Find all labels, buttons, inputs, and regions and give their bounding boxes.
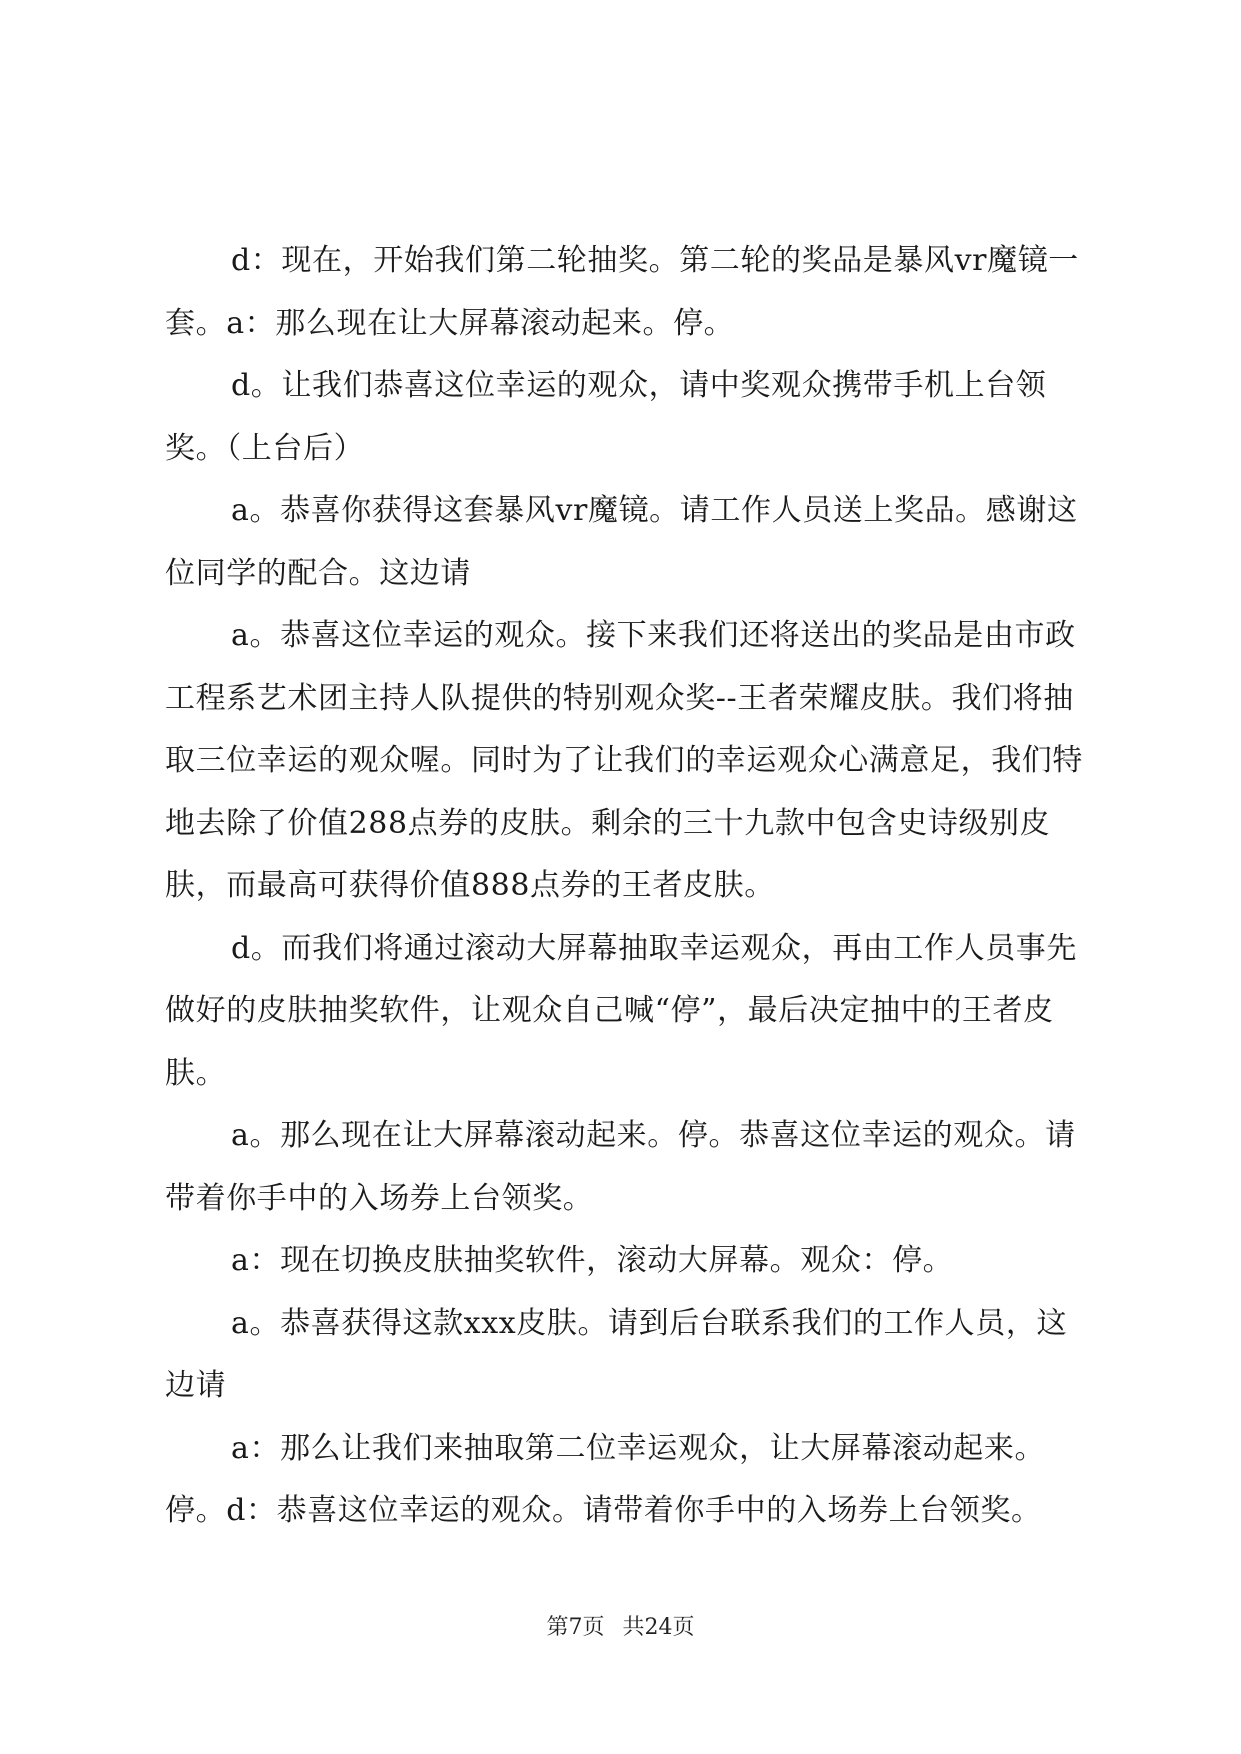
paragraph: a。那么现在让大屏幕滚动起来。停。恭喜这位幸运的观众。请带着你手中的入场券上台领奖。 (165, 1118, 1076, 1216)
paragraph: d。而我们将通过滚动大屏幕抽取幸运观众，再由工作人员事先做好的皮肤抽奖软件，让观众自己喊“停”，最后决定抽中的王者皮肤。 (165, 930, 1078, 1091)
paragraph: d。让我们恭喜这位幸运的观众，请中奖观众携带手机上台领奖。（上台后） (165, 368, 1047, 466)
document-body (165, 230, 1085, 1543)
paragraph: a。恭喜你获得这套暴风vr魔镜。请工作人员送上奖品。感谢这位同学的配合。这边请 (165, 493, 1078, 591)
paragraph: a。恭喜这位幸运的观众。接下来我们还将送出的奖品是由市政工程系艺术团主持人队提供的特别观众奖--王者荣耀皮肤。我们将抽取三位幸运的观众喔。同时为了让我们的幸运观众心满意足，我们特地去除了价值288点券的皮肤。剩余的三十九款中包含史诗级别皮肤，而最高可获得价值888点券的王者皮肤。 (165, 618, 1083, 903)
paragraph: a：现在切换皮肤抽奖软件，滚动大屏幕。观众：停。 (231, 1243, 954, 1278)
page-footer (0, 1613, 1241, 1643)
paragraph: a。恭喜获得这款xxx皮肤。请到后台联系我们的工作人员，这边请 (165, 1305, 1068, 1403)
page-total: 共24页 (622, 1615, 695, 1640)
paragraph: a：那么让我们来抽取第二位幸运观众，让大屏幕滚动起来。停。d：恭喜这位幸运的观众。请带着你手中的入场券上台领奖。 (165, 1430, 1046, 1528)
page-number: 第7页 (546, 1615, 605, 1640)
paragraph: d：现在，开始我们第二轮抽奖。第二轮的奖品是暴风vr魔镜一套。a：那么现在让大屏幕滚动起来。停。 (165, 243, 1079, 341)
